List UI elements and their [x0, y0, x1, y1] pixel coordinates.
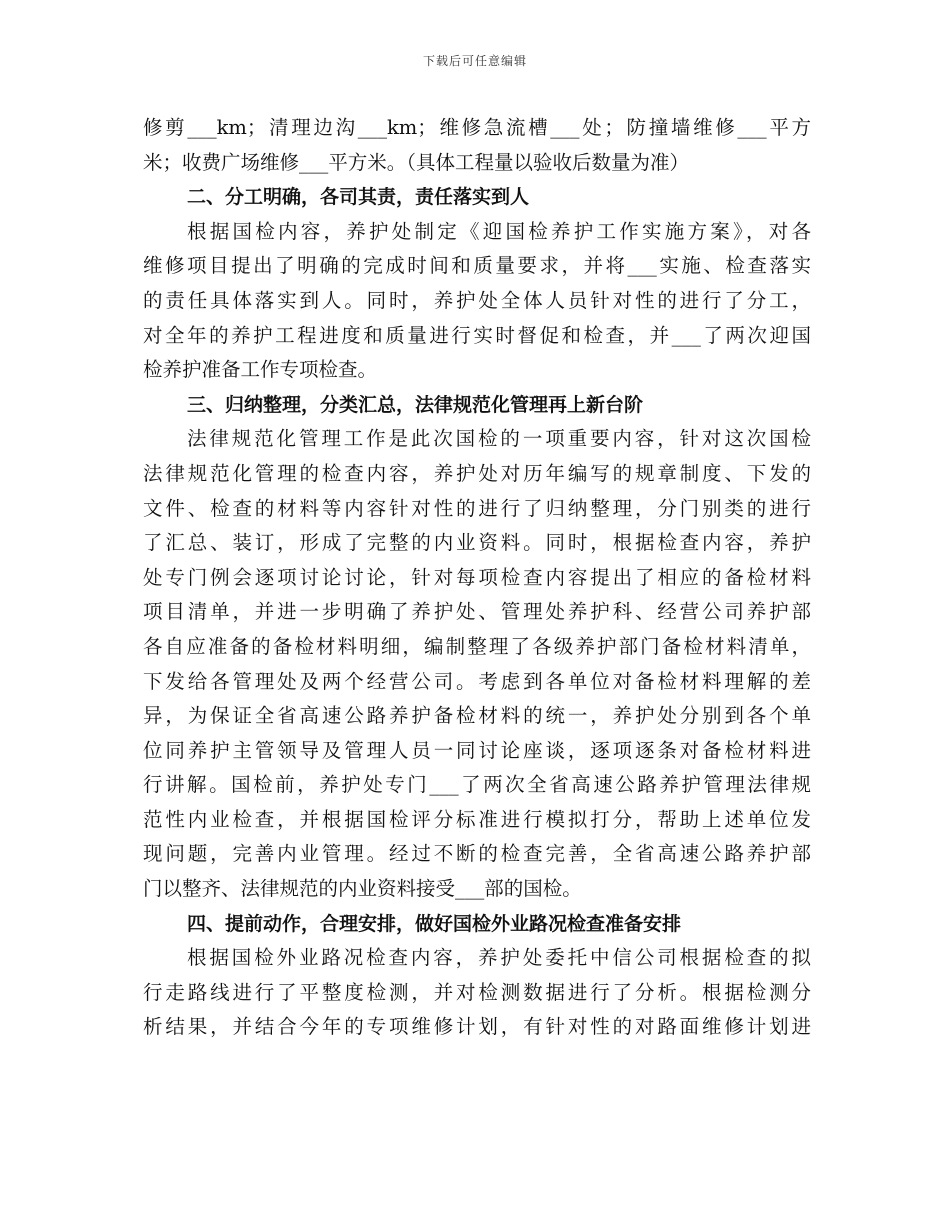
- text-line: 析结果，并结合今年的专项维修计划，有针对性的对路面维修计划进: [143, 1015, 811, 1039]
- text-line: 处专门例会逐项讨论讨论，针对每项检查内容提出了相应的备检材料: [143, 565, 811, 589]
- text-line: 了汇总、装订，形成了完整的内业资料。同时，根据检查内容，养护: [143, 531, 811, 555]
- paragraph-start: 法律规范化管理工作是此次国检的一项重要内容，针对这次国检: [187, 427, 811, 451]
- text-line: 异，为保证全省高速公路养护备检材料的统一，养护处分别到各个单: [143, 704, 811, 728]
- text-line: 项目清单，并进一步明确了养护处、管理处养护科、经营公司养护部: [143, 600, 811, 624]
- section-heading-3: 三、归纳整理，分类汇总，法律规范化管理再上新台阶: [187, 393, 644, 416]
- text-line: 修剪___km；清理边沟___km；维修急流槽___处；防撞墙维修___平方: [143, 116, 811, 139]
- text-line: 行走路线进行了平整度检测，并对检测数据进行了分析。根据检测分: [143, 980, 811, 1004]
- paragraph-start: 根据国检内容，养护处制定《迎国检养护工作实施方案》，对各: [187, 219, 811, 243]
- section-heading-2: 二、分工明确，各司其责，责任落实到人: [187, 186, 530, 209]
- text-line: 对全年的养护工程进度和质量进行实时督促和检查，并___了两次迎国: [143, 323, 811, 347]
- text-line: 各自应准备的备检材料明细，编制整理了各级养护部门备检材料清单，: [143, 634, 811, 658]
- text-line: 现问题，完善内业管理。经过不断的检查完善，全省高速公路养护部: [143, 842, 811, 866]
- text-line: 法律规范化管理的检查内容，养护处对历年编写的规章制度、下发的: [143, 461, 811, 485]
- text-line: 范性内业检查，并根据国检评分标准进行模拟打分，帮助上述单位发: [143, 807, 811, 831]
- document-body: [143, 111, 811, 1045]
- page-header: 下载后可任意编辑: [422, 54, 527, 68]
- paragraph-start: 根据国检外业路况检查内容，养护处委托中信公司根据检查的拟: [187, 946, 811, 970]
- text-line: 位同养护主管领导及管理人员一同讨论座谈，逐项逐条对备检材料进: [143, 738, 811, 762]
- text-line: 下发给各管理处及两个经营公司。考虑到各单位对备检材料理解的差: [143, 669, 811, 693]
- section-heading-4: 四、提前动作，合理安排，做好国检外业路况检查准备安排: [187, 912, 682, 935]
- text-line: 检养护准备工作专项检查。: [143, 358, 378, 382]
- text-line: 门以整齐、法律规范的内业资料接受___部的国检。: [143, 877, 582, 901]
- text-line: 行讲解。国检前，养护处专门___了两次全省高速公路养护管理法律规: [143, 773, 811, 797]
- text-line: 的责任具体落实到人。同时，养护处全体人员针对性的进行了分工，: [143, 288, 811, 312]
- text-line: 文件、检查的材料等内容针对性的进行了归纳整理，分门别类的进行: [143, 496, 811, 520]
- text-line: 维修项目提出了明确的完成时间和质量要求，并将___实施、检查落实: [143, 254, 811, 278]
- text-line: 米；收费广场维修___平方米。（具体工程量以验收后数量为准）: [143, 150, 690, 174]
